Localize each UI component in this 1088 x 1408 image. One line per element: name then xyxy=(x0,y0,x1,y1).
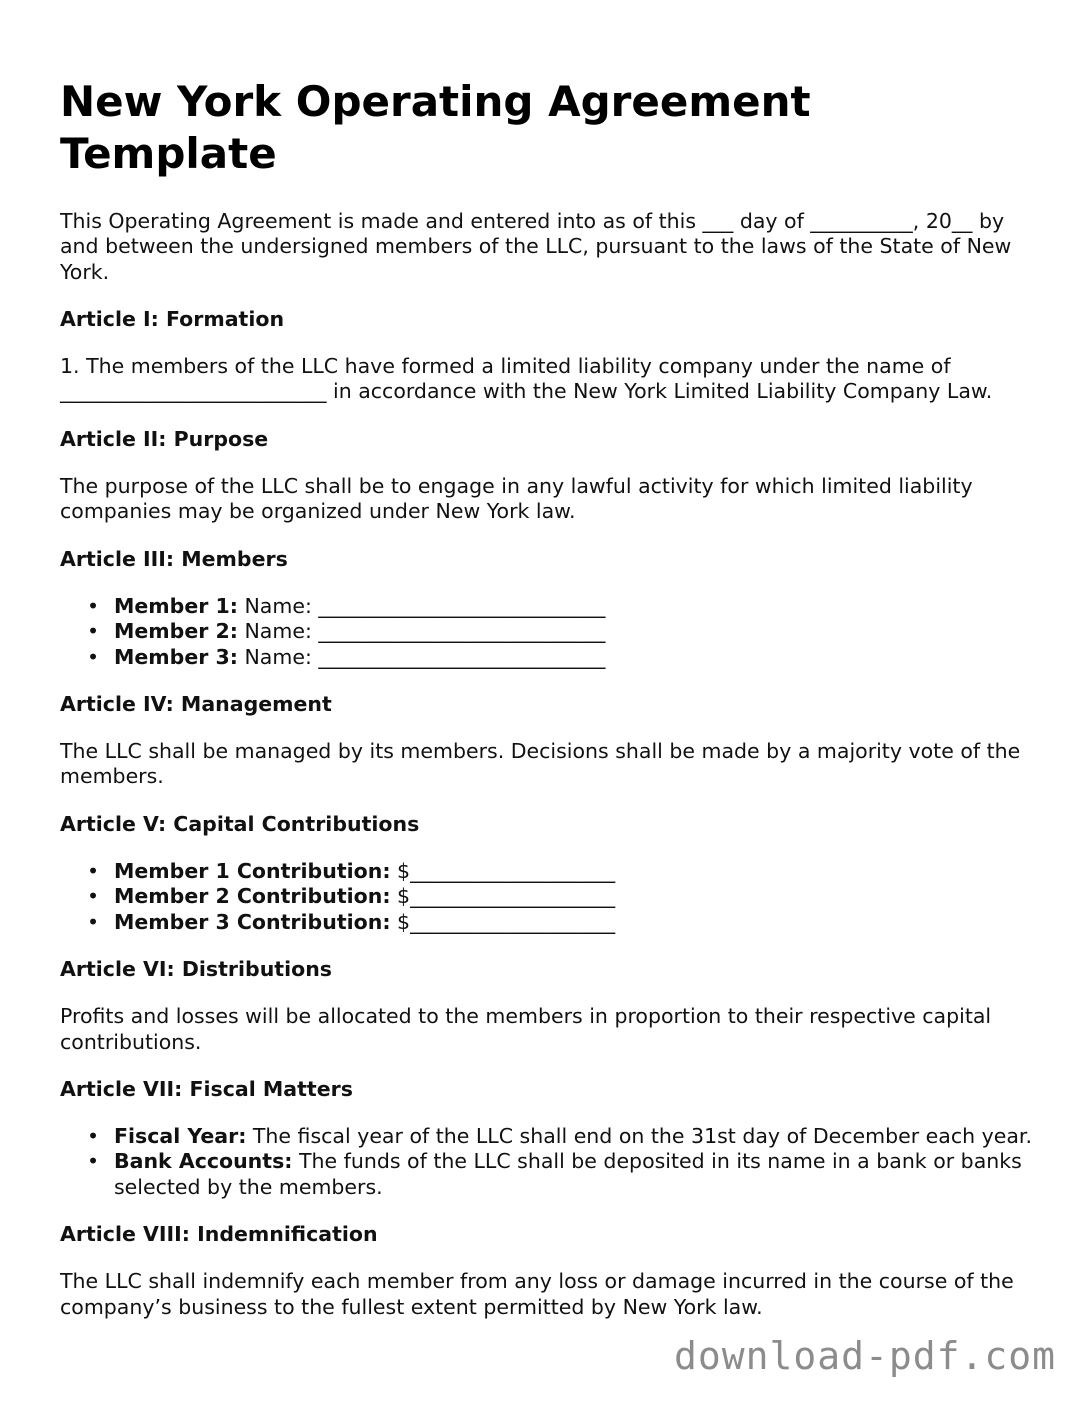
document-page xyxy=(60,76,1040,1320)
item-text: The funds of the LLC shall be deposited in its name in a bank or banks selected by the members. xyxy=(114,1149,1022,1199)
article-4-heading: Article IV: Management xyxy=(60,691,332,716)
item-text: Name: ____________________________ xyxy=(237,593,606,618)
item-label: Member 3 Contribution: xyxy=(114,909,391,934)
bullet-icon: • xyxy=(87,859,100,884)
article-8-heading: Article VIII: Indemnification xyxy=(60,1222,378,1247)
item-label: Member 2: xyxy=(114,619,238,644)
item-text: Name: ____________________________ xyxy=(237,619,606,644)
item-text: The fiscal year of the LLC shall end on the 31st day of December each year. xyxy=(246,1124,1032,1149)
item-label: Member 1 Contribution: xyxy=(114,859,391,884)
list-item xyxy=(87,1149,1040,1200)
item-text: $____________________ xyxy=(390,859,616,884)
article-7-heading: Article VII: Fiscal Matters xyxy=(60,1076,353,1101)
item-text: $____________________ xyxy=(390,909,616,934)
contributions-list xyxy=(60,859,1040,935)
watermark: download-pdf.com xyxy=(673,1334,1056,1378)
article-2-heading: Article II: Purpose xyxy=(60,426,269,451)
bullet-icon: • xyxy=(87,1149,100,1174)
list-item xyxy=(87,884,1040,909)
fiscal-list xyxy=(60,1124,1040,1200)
article-6-heading: Article VI: Distributions xyxy=(60,956,333,981)
intro-paragraph: This Operating Agreement is made and entered into as of this ___ day of __________, 20__ by and between the undersigned members of the LLC, pursuant to the laws of the State of New York. xyxy=(60,209,1012,284)
list-item xyxy=(87,909,1040,935)
list-item xyxy=(87,644,1040,670)
article-1-body: 1. The members of the LLC have formed a limited liability company under the name of __________________________ in accordance with the New York Limited Liability Company Law. xyxy=(60,354,993,404)
article-5-heading: Article V: Capital Contributions xyxy=(60,811,420,836)
item-label: Bank Accounts: xyxy=(114,1149,293,1174)
item-text: Name: ____________________________ xyxy=(237,644,606,669)
list-item xyxy=(87,1124,1040,1149)
item-text: $____________________ xyxy=(390,884,616,909)
bullet-icon: • xyxy=(87,884,100,909)
item-label: Fiscal Year: xyxy=(114,1124,247,1149)
bullet-icon: • xyxy=(87,619,100,644)
members-list xyxy=(60,594,1040,670)
article-4-body: The LLC shall be managed by its members. Decisions shall be made by a majority vote of the members. xyxy=(60,739,1021,789)
bullet-icon: • xyxy=(87,1124,100,1149)
list-item xyxy=(87,859,1040,884)
document-title: New York Operating Agreement Template xyxy=(60,77,811,178)
article-2-body: The purpose of the LLC shall be to engage in any lawful activity for which limited liability companies may be organized under New York law. xyxy=(60,474,973,524)
bullet-icon: • xyxy=(87,909,100,934)
list-item xyxy=(87,593,1040,619)
bullet-icon: • xyxy=(87,593,100,618)
item-label: Member 3: xyxy=(114,644,238,669)
article-3-heading: Article III: Members xyxy=(60,546,288,571)
item-label: Member 2 Contribution: xyxy=(114,884,391,909)
article-8-body: The LLC shall indemnify each member from any loss or damage incurred in the course of the company’s business to the fullest extent permitted by New York law. xyxy=(60,1269,1014,1319)
article-6-body: Profits and losses will be allocated to the members in proportion to their respective capital contributions. xyxy=(60,1004,992,1054)
article-1-heading: Article I: Formation xyxy=(60,306,285,331)
bullet-icon: • xyxy=(87,644,100,669)
item-label: Member 1: xyxy=(114,593,238,618)
list-item xyxy=(87,619,1040,644)
